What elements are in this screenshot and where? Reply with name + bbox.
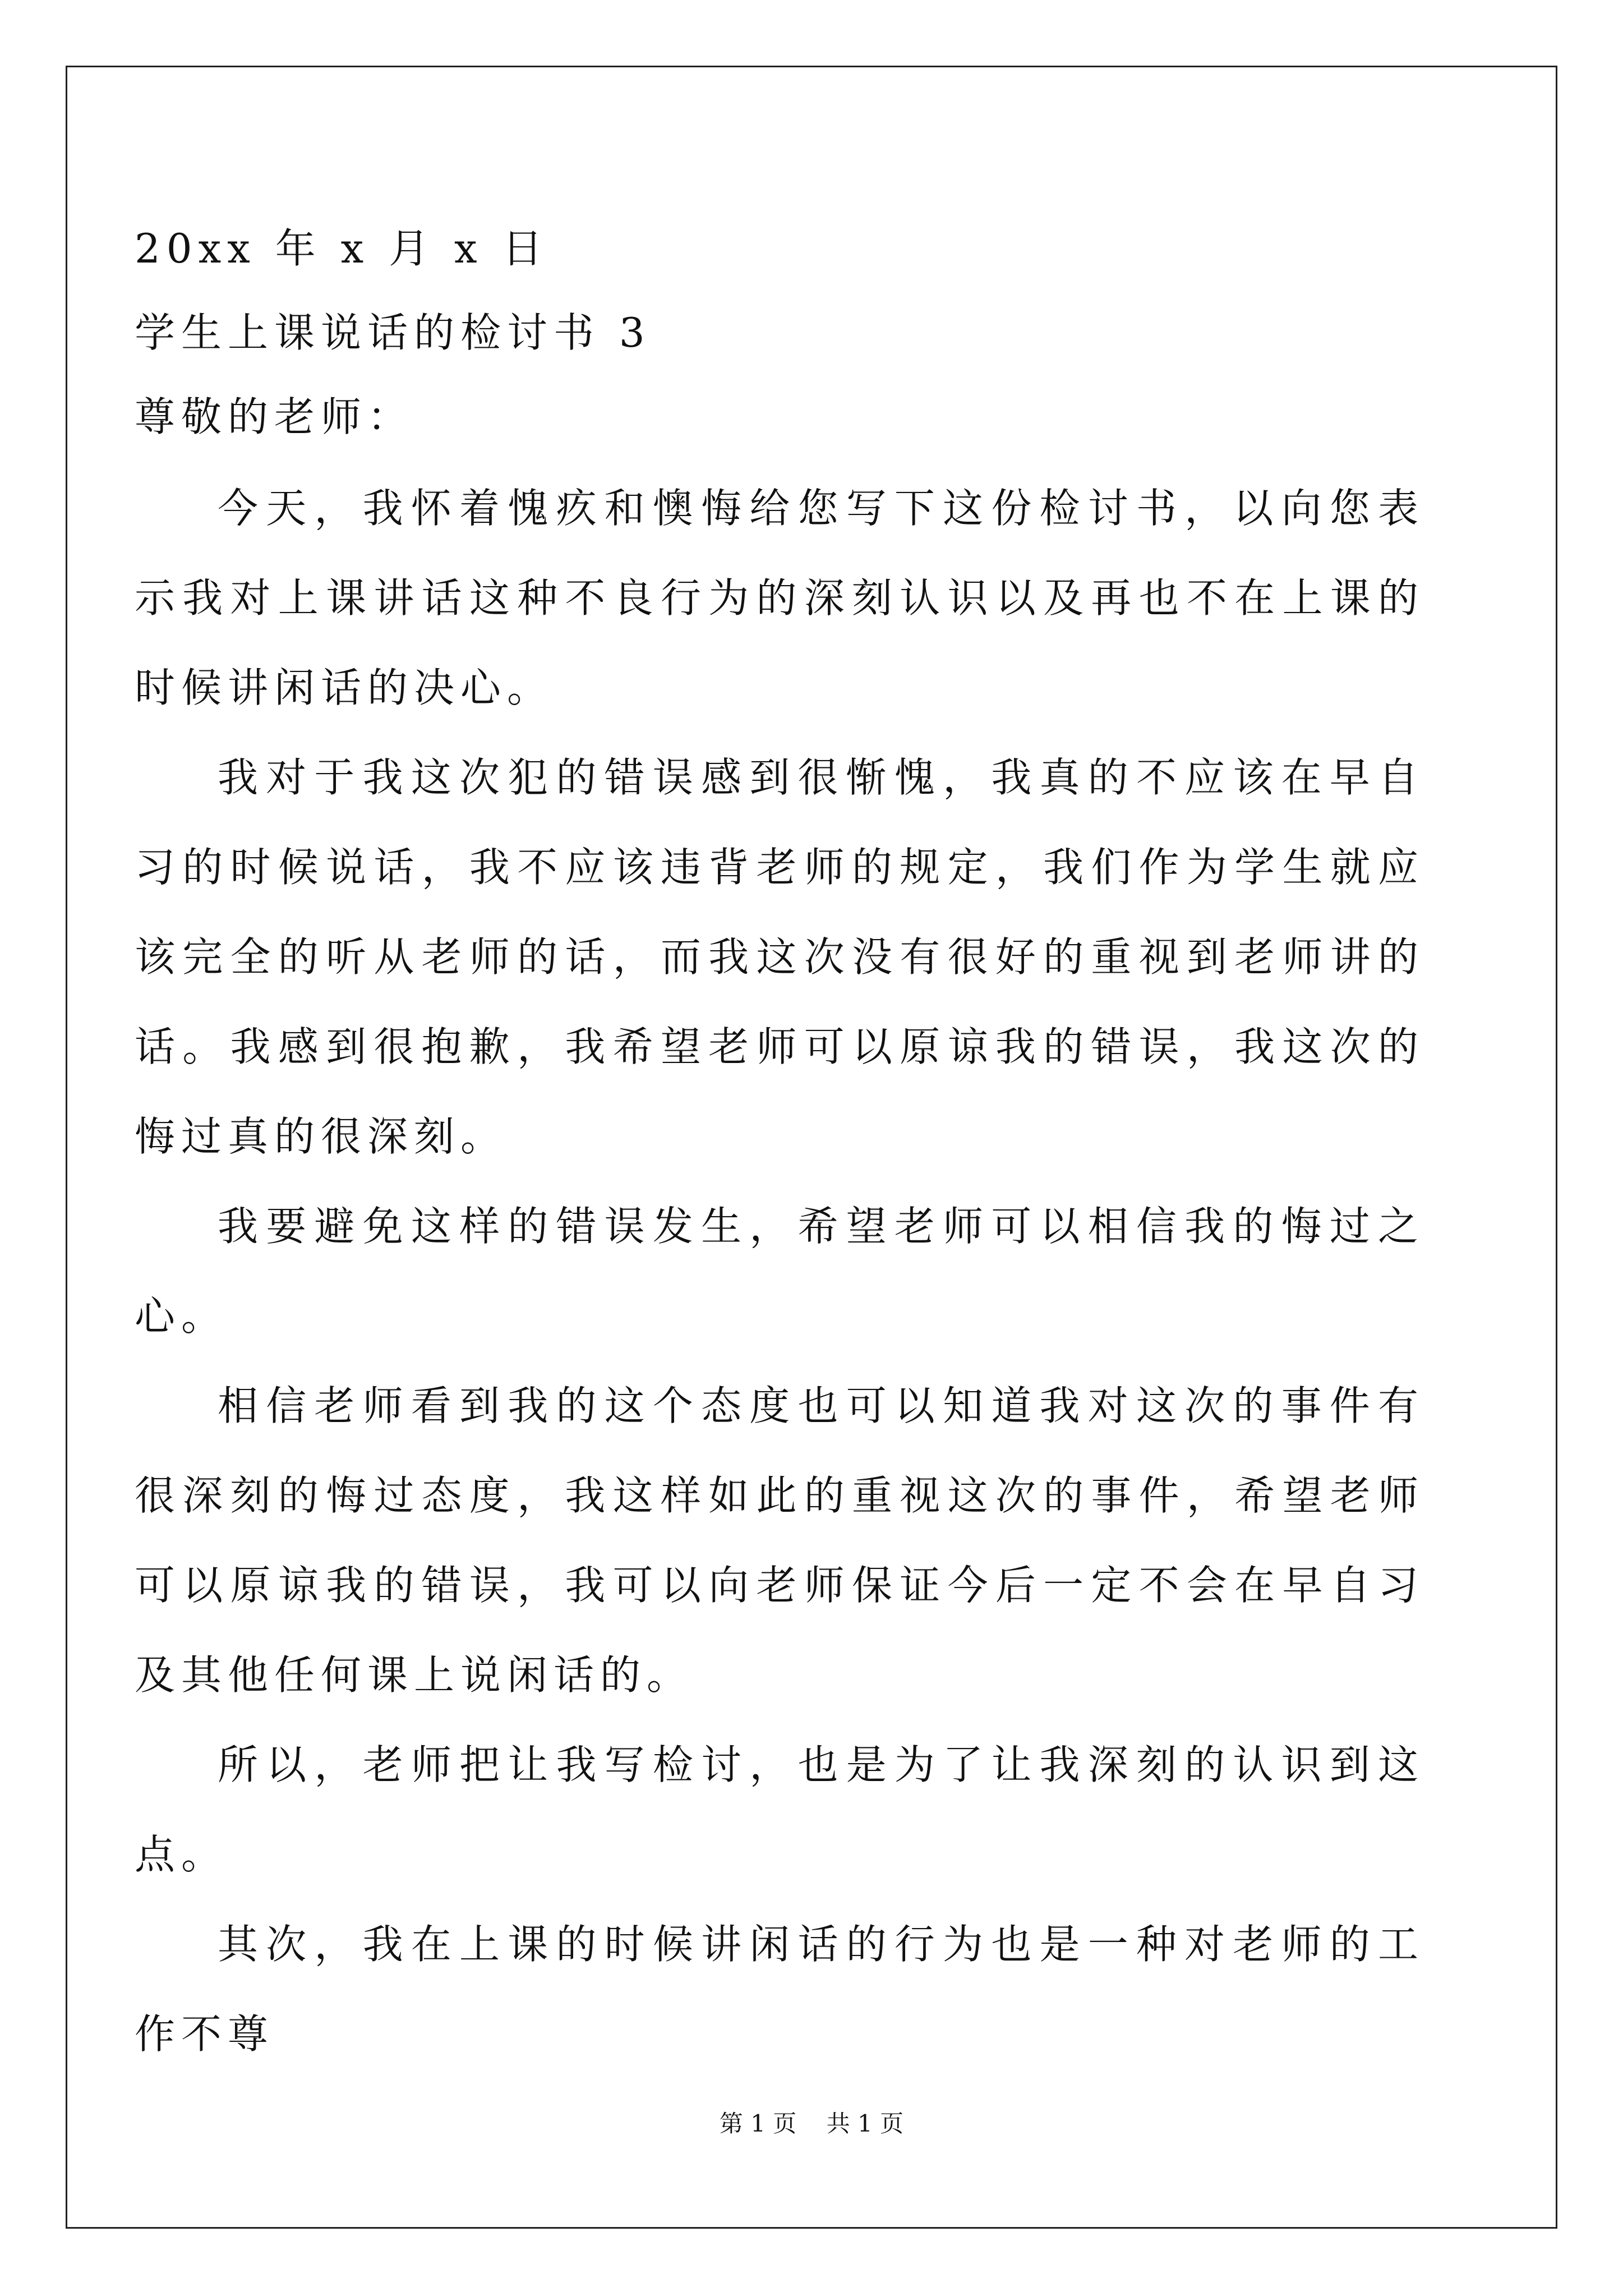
paragraph: 我要避免这样的错误发生，希望老师可以相信我的悔过之心。 (135, 1203, 1424, 1340)
document-title: 学生上课说话的检讨书 3 (135, 309, 651, 356)
date-line: 20xx 年 x 月 x 日 (135, 225, 549, 272)
paragraph: 其次，我在上课的时候讲闲话的行为也是一种对老师的工作不尊 (135, 1921, 1424, 2058)
paragraph: 我对于我这次犯的错误感到很惭愧，我真的不应该在早自习的时候说话，我不应该违背老师的规定，我们作为学生就应该完全的听从老师的话，而我这次没有很好的重视到老师讲的话。我感到很抱歉，我希望老师可以原谅我的错误，我这次的悔过真的很深刻。 (135, 754, 1424, 1160)
document-body (135, 206, 1424, 2079)
paragraph: 相信老师看到我的这个态度也可以知道我对这次的事件有很深刻的悔过态度，我这样如此的重视这次的事件，希望老师可以原谅我的错误，我可以向老师保证今后一定不会在早自习及其他任何课上说闲话的。 (135, 1382, 1424, 1699)
salutation: 尊敬的老师： (135, 393, 414, 440)
paragraph: 所以，老师把让我写检讨，也是为了让我深刻的认识到这点。 (135, 1741, 1424, 1878)
page-footer: 第 1 页 共 1 页 (719, 2110, 904, 2137)
paragraph: 今天，我怀着愧疚和懊悔给您写下这份检讨书，以向您表示我对上课讲话这种不良行为的深刻认识以及再也不在上课的时候讲闲话的决心。 (135, 485, 1424, 711)
